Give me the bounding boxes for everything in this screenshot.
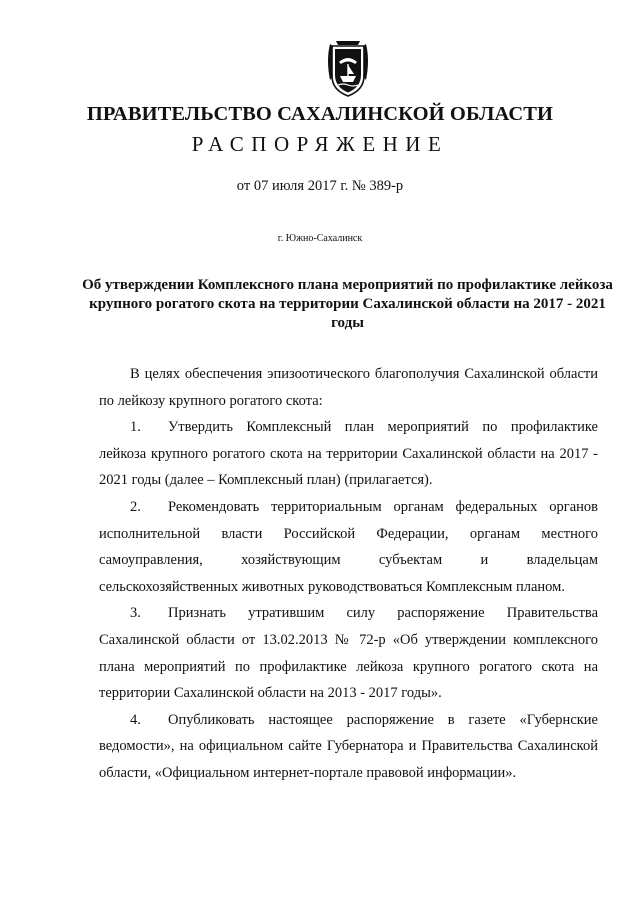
paragraph-text: Рекомендовать территориальным органам федеральных органов исполнительной власти Российской Федерации, органам местного самоуправления, хозяйствующим субъектам и владельцам сельскохозяйственных животных руководствоваться Комплексным планом. <box>99 498 598 595</box>
document-subject: Об утверждении Комплексного плана мероприятий по профилактике лейкоза крупного рогатого скота на территории Сахалинской области на 2017 - 2021 годы <box>82 277 613 331</box>
document-body <box>99 361 598 787</box>
paragraph-text: Утвердить Комплексный план мероприятий по профилактике лейкоза крупного рогатого скота на территории Сахалинской области на 2017 - 2021 годы (далее – Комплексный план) (прилагается). <box>99 419 598 489</box>
paragraph-number: 2. <box>130 498 141 515</box>
numbered-paragraph <box>99 414 598 494</box>
numbered-paragraph <box>99 600 598 706</box>
numbered-paragraph <box>99 707 598 787</box>
document-date-number: от 07 июля 2017 г. № 389-р <box>236 178 404 194</box>
organization-title: ПРАВИТЕЛЬСТВО САХАЛИНСКОЙ ОБЛАСТИ <box>86 103 554 125</box>
preamble-paragraph: В целях обеспечения эпизоотического благополучия Сахалинской области по лейкозу крупного рогатого скота: <box>99 366 598 409</box>
document-city: г. Южно-Сахалинск <box>277 233 363 244</box>
paragraph-number: 3. <box>130 605 141 622</box>
paragraph-text: Признать утратившим силу распоряжение Правительства Сахалинской области от 13.02.2013 № 72-р «Об утверждении комплексного плана мероприятий по профилактике лейкоза крупного рогатого скота на территории Сахалинской области на 2013 - 2017 годы». <box>99 605 598 702</box>
paragraph-number: 4. <box>130 711 141 728</box>
paragraph-text: Опубликовать настоящее распоряжение в газете «Губернские ведомости», на официальном сайте Губернатора и Правительства Сахалинской области, «Официальном интернет-портале правовой информации». <box>99 711 598 781</box>
document-type: РАСПОРЯЖЕНИЕ <box>191 132 449 156</box>
numbered-paragraph <box>99 494 598 600</box>
sakhalin-coat-of-arms-icon <box>324 40 372 98</box>
paragraph-number: 1. <box>130 419 141 436</box>
